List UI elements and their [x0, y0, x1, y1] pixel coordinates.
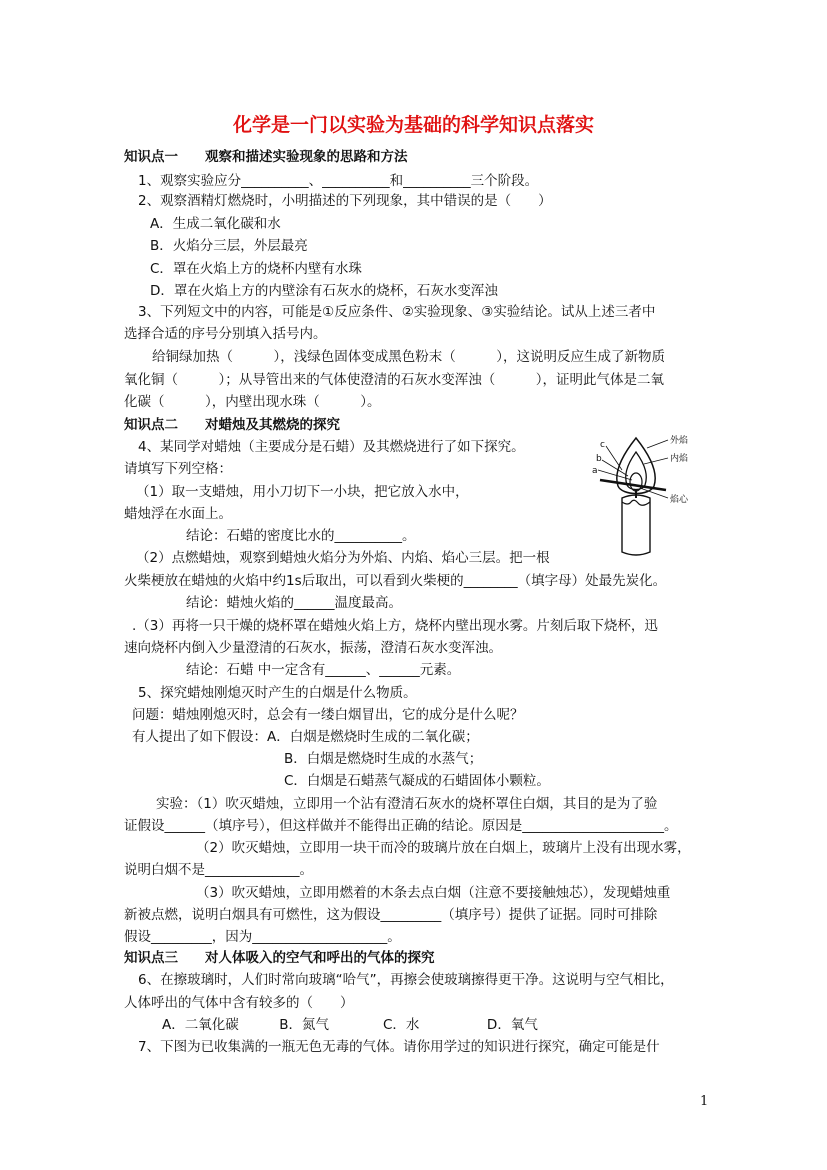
question-5-experiment-3-cont: 新被点燃，说明白烟具有可燃性，这为假设_________（填序号）提供了证据。同时可排除	[124, 907, 658, 923]
option-2d: D．罩在火焰上方的内壁涂有石灰水的烧杯，石灰水变浑浊	[150, 283, 498, 299]
candle-flame-figure	[584, 430, 704, 558]
page-number: 1	[700, 1094, 709, 1109]
question-6-cont: 人体呼出的气体中含有较多的（ ）	[124, 995, 354, 1011]
question-5-experiment-3: （3）吹灭蜡烛，立即用燃着的木条去点白烟（注意不要接触烛芯），发现蜡烛重	[196, 885, 671, 901]
question-4-part3: .（3）再将一只干燥的烧杯罩在蜡烛火焰上方，烧杯内壁出现水雾。片刻后取下烧杯，迅	[132, 618, 658, 634]
label-outer-flame: 外焰	[670, 436, 689, 446]
question-4: 4、某同学对蜡烛（主要成分是石蜡）及其燃烧进行了如下探究。	[138, 439, 525, 455]
question-4-instruction: 请填写下列空格：	[124, 461, 232, 477]
question-6: 6、在擦玻璃时，人们时常向玻璃“哈气”，再擦会使玻璃擦得更干净。这说明与空气相比，	[138, 972, 674, 988]
question-5-experiment-1: 实验：（1）吹灭蜡烛，立即用一个沾有澄清石灰水的烧杯罩住白烟，其目的是为了验	[156, 796, 658, 812]
option-2b: B．火焰分三层，外层最亮	[150, 238, 308, 254]
option-2a: A．生成二氧化碳和水	[150, 216, 281, 232]
question-5-experiment-2-cont: 说明白烟不是______________。	[124, 862, 313, 878]
question-4-part1-cont: 蜡烛浮在水面上。	[124, 506, 232, 522]
question-3-text-1: 给铜绿加热（ ），浅绿色固体变成黑色粉末（ ），这说明反应生成了新物质	[152, 349, 665, 365]
question-5-hypothesis-b: B．白烟是燃烧时生成的水蒸气；	[284, 751, 483, 767]
section-heading-2: 知识点二 对蜡烛及其燃烧的探究	[124, 417, 340, 433]
page-title: 化学是一门以实验为基础的科学知识点落实	[232, 114, 594, 136]
question-4-conclusion-3: 结论：石蜡 中一定含有______、______元素。	[186, 662, 461, 678]
question-1: 1、观察实验应分__________、__________和__________三个阶段。	[138, 173, 539, 189]
question-4-part3-cont: 速向烧杯内倒入少量澄清的石灰水，振荡，澄清石灰水变浑浊。	[124, 640, 502, 656]
question-4-conclusion-2: 结论：蜡烛火焰的______温度最高。	[186, 595, 402, 611]
question-5-experiment-2: （2）吹灭蜡烛，立即用一块干而冷的玻璃片放在白烟上，玻璃片上没有出现水雾，	[196, 840, 691, 856]
label-c: c	[600, 440, 605, 450]
question-3: 3、下列短文中的内容，可能是①反应条件、②实验现象、③实验结论。试从上述三者中	[138, 304, 656, 320]
question-3-text-3: 化碳（ ），内壁出现水珠（ ）。	[124, 394, 381, 410]
question-5: 5、探究蜡烛刚熄灭时产生的白烟是什么物质。	[138, 685, 417, 701]
question-3-cont: 选择合适的序号分别填入括号内。	[124, 326, 327, 342]
question-5-experiment-1-cont: 证假设______（填序号），但这样做并不能得出正确的结论。原因是_____________________。	[124, 818, 678, 834]
question-5-problem: 问题：蜡烛刚熄灭时，总会有一缕白烟冒出，它的成分是什么呢？	[132, 707, 524, 723]
label-flame-core: 焰心	[670, 495, 689, 505]
question-5-hypothesis-a: 有人提出了如下假设：A．白烟是燃烧时生成的二氧化碳；	[132, 729, 479, 745]
question-4-conclusion-1: 结论：石蜡的密度比水的__________。	[186, 528, 416, 544]
section-heading-3: 知识点三 对人体吸入的空气和呼出的气体的探究	[124, 950, 435, 966]
question-4-part1: （1）取一支蜡烛，用小刀切下一小块，把它放入水中，	[136, 484, 469, 500]
label-a: a	[592, 466, 598, 476]
question-5-hypothesis-c: C．白烟是石蜡蒸气凝成的石蜡固体小颗粒。	[284, 773, 550, 789]
question-5-experiment-3-end: 假设_________，因为____________________。	[124, 929, 401, 945]
label-inner-flame: 内焰	[670, 454, 689, 464]
question-4-part2: （2）点燃蜡烛，观察到蜡烛火焰分为外焰、内焰、焰心三层。把一根	[136, 550, 550, 566]
question-4-part2-cont: 火柴梗放在蜡烛的火焰中约1s后取出，可以看到火柴梗的________（填字母）处最先炭化。	[124, 573, 667, 589]
question-6-options: A．二氧化碳 B．氮气 C．水 D．氧气	[162, 1017, 538, 1033]
section-heading-1: 知识点一 观察和描述实验现象的思路和方法	[124, 149, 408, 165]
question-2: 2、观察酒精灯燃烧时，小明描述的下列现象，其中错误的是（ ）	[138, 193, 552, 209]
question-7: 7、下图为已收集满的一瓶无色无毒的气体。请你用学过的知识进行探究，确定可能是什	[138, 1039, 660, 1055]
label-b: b	[596, 454, 602, 464]
option-2c: C．罩在火焰上方的烧杯内壁有水珠	[150, 261, 362, 277]
question-3-text-2: 氧化铜（ ）；从导管出来的气体使澄清的石灰水变浑浊（ ），证明此气体是二氧	[124, 372, 664, 388]
